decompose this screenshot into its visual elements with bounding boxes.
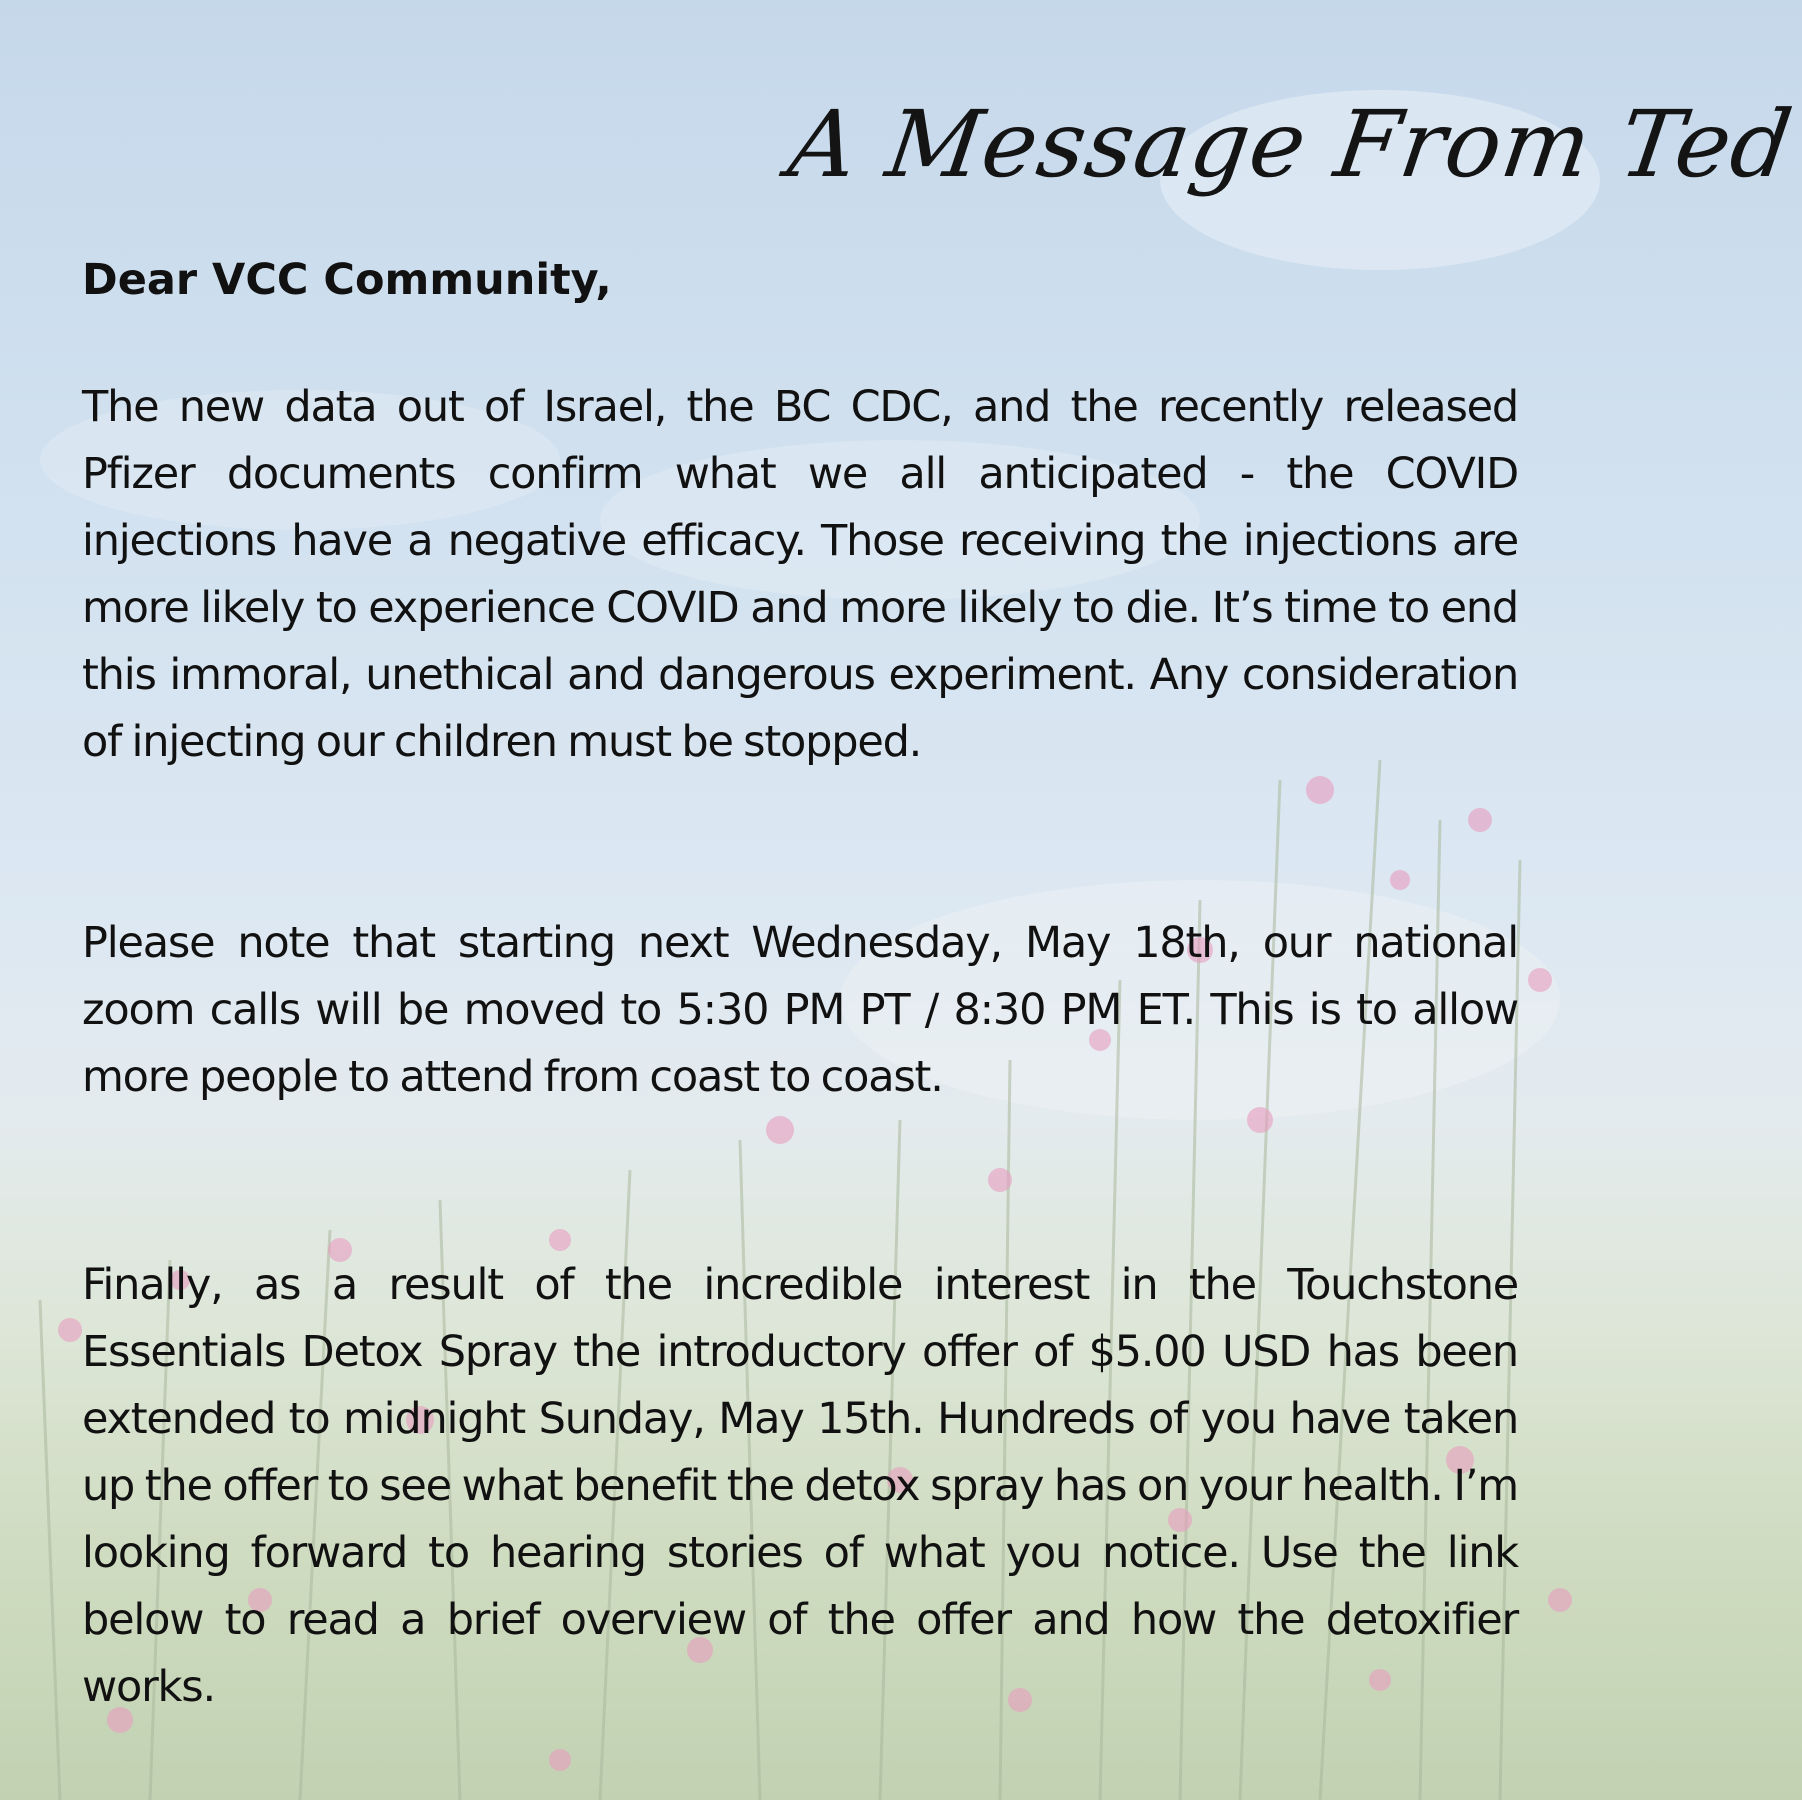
page-title: A Message From Ted [782, 91, 1800, 198]
paragraph-detox-offer: Finally, as a result of the incredible interest in the Touchstone Essentials Detox Spray the introductory offer of $5.00 USD has been extended to midnight Sunday, May 15th. Hundreds of you have taken up the offer to see what benefit the detox spray has on your health. I’m looking forward to hearing stories of what you notice. Use the link below to read a brief overview of the offer and how the detoxifier works. [82, 1260, 1518, 1712]
paragraph-zoom-calls: Please note that starting next Wednesday, May 18th, our national zoom calls will be moved to 5:30 PM PT / 8:30 PM ET. This is to allow more people to attend from coast to coast. [82, 918, 1518, 1102]
letter-salutation: Dear VCC Community, [82, 255, 612, 305]
paragraph-vaccine-data: The new data out of Israel, the BC CDC, and the recently released Pfizer documents confirm what we all anticipated - the COVID injections have a negative efficacy. Those receiving the injections are more likely to experience COVID and more likely to die. It’s time to end this immoral, unethical and dangerous experiment. Any consideration of injecting our children must be stopped. [82, 382, 1518, 767]
